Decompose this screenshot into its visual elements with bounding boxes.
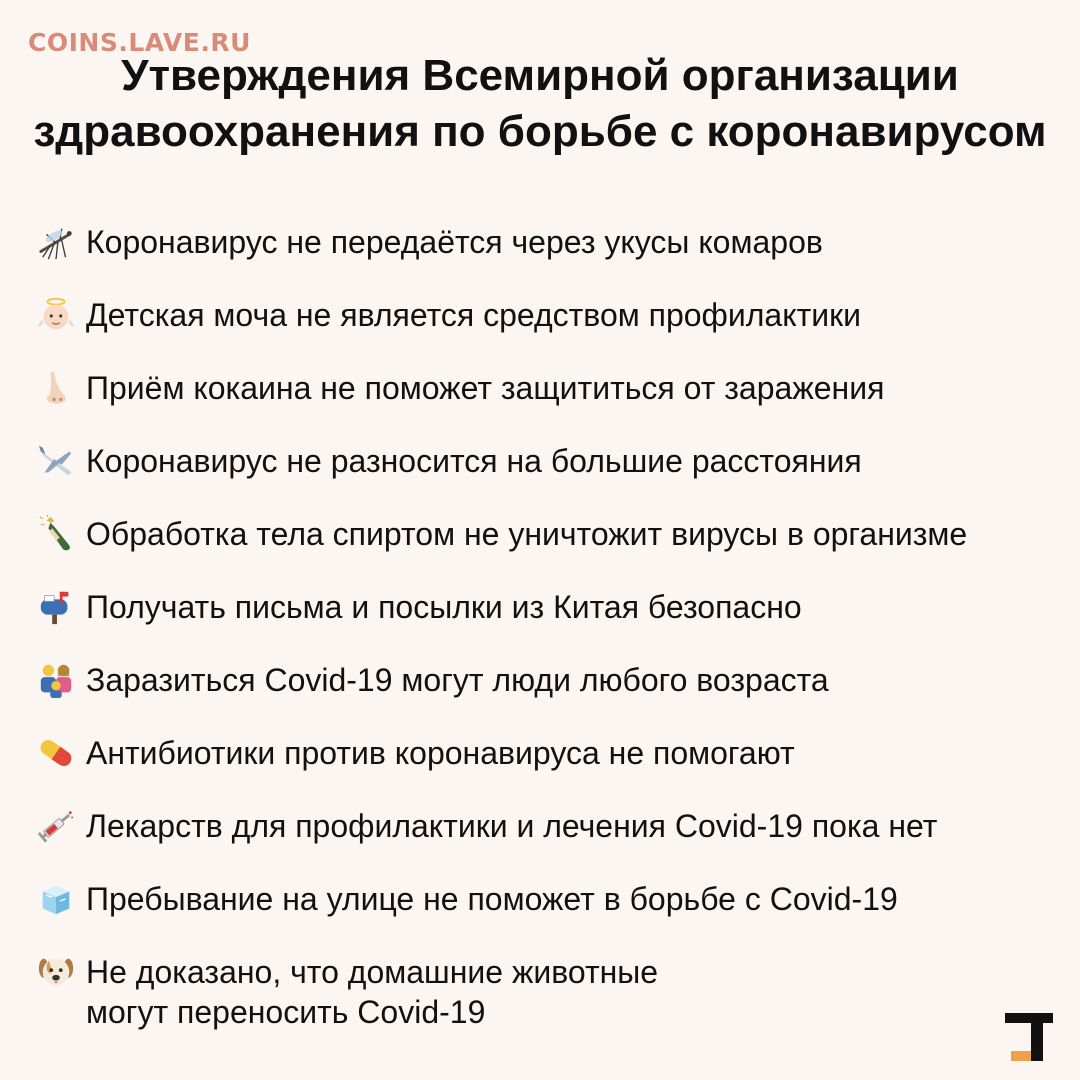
item-text: Не доказано, что домашние животные могут переносить Covid-19 [86,954,659,1030]
baby-angel-icon [36,295,76,335]
watermark: COINS.LAVE.RU [28,28,251,57]
item-text: Детская моча не является средством профилактики [86,297,861,333]
list-item [36,587,1056,660]
list-item [36,441,1056,514]
list-item [36,733,1056,806]
item-text: Коронавирус не передаётся через укусы комаров [86,224,823,260]
list-item [36,879,1056,952]
airplane-icon [36,441,76,481]
list-item [36,222,1056,295]
pill-icon [36,733,76,773]
mosquito-icon [36,222,76,262]
ice-cube-icon [36,879,76,919]
title-line-1: Утверждения Всемирной организации [121,51,959,100]
list-item [36,368,1056,441]
list-item [36,514,1056,587]
item-text: Лекарств для профилактики и лечения Covid-19 пока нет [86,808,938,844]
family-icon [36,660,76,700]
item-text: Антибиотики против коронавируса не помогают [86,735,795,771]
tj-logo-icon [1005,1013,1053,1061]
title-line-2: здравоохранения по борьбе с коронавирусом [33,107,1047,156]
list-item [36,660,1056,733]
list-item [36,295,1056,368]
item-text: Приём кокаина не поможет защититься от заражения [86,370,885,406]
statements-list [36,222,1056,1032]
item-text: Пребывание на улице не поможет в борьбе с Covid-19 [86,881,898,917]
syringe-icon [36,806,76,846]
item-text: Заразиться Covid-19 могут люди любого возраста [86,662,829,698]
list-item [36,952,1056,1032]
item-text: Получать письма и посылки из Китая безопасно [86,589,802,625]
page-title [0,48,1080,160]
dog-face-icon [36,952,76,992]
item-text: Коронавирус не разносится на большие расстояния [86,443,862,479]
item-text: Обработка тела спиртом не уничтожит вирусы в организме [86,516,968,552]
list-item [36,806,1056,879]
nose-icon [36,368,76,408]
mailbox-icon [36,587,76,627]
champagne-bottle-icon [36,514,76,554]
